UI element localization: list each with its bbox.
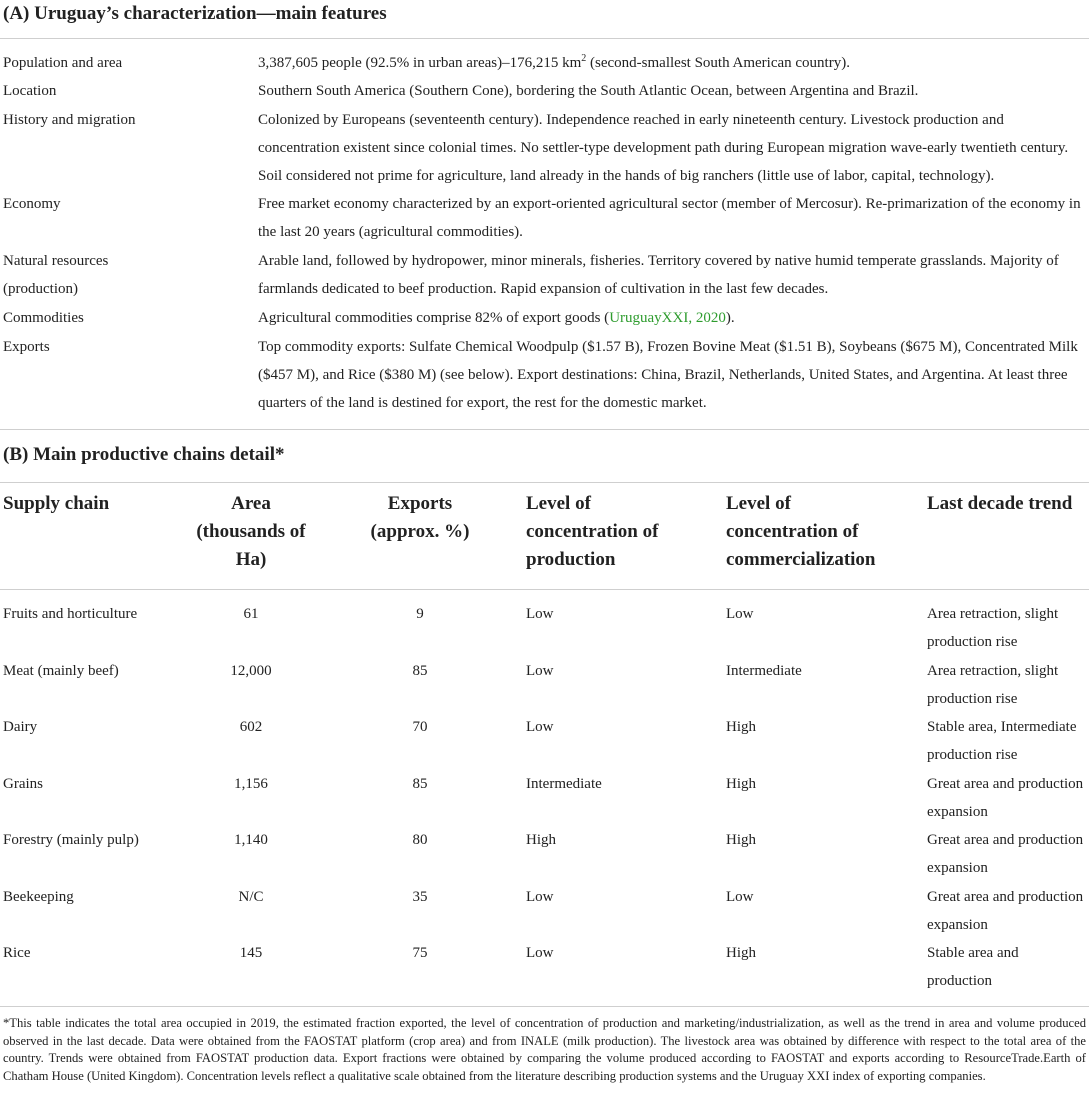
- table-footnote: *This table indicates the total area occupied in 2019, the estimated fraction exported, the level of concentration of production and marketing/industrialization, as well as the trend in area and volume produced observed in the last decade. Data were obtained from the FAOSTAT platform (crop area) and from INALE (milk production). The livestock area was obtained by difference with respect to the total area of the country. Trends were obtained from FAOSTAT production data. Export fractions were obtained by comparing the volume produced according to FAOSTAT and exports according to ResourceTrade.Earth of Chatham House (United Kingdom). Concentration levels reflect a qualitative scale obtained from the literature describing production systems and the Uruguay XXI index of exporting companies.: [3, 1016, 1086, 1083]
- cell-production: Intermediate: [526, 776, 602, 792]
- feature-value: 3,387,605 people (92.5% in urban areas)–176,215 $km^2$ (second-smallest South American country).: [258, 53, 850, 71]
- cell-area: 602: [239, 719, 263, 735]
- cell-trend: Stable area, Intermediate production rise: [927, 719, 1077, 763]
- cell-trend: Area retraction, slight production rise: [927, 606, 1059, 650]
- cell-commercialization: High: [726, 832, 756, 848]
- cell-supply-chain: Fruits and horticulture: [3, 606, 138, 622]
- cell-production: High: [526, 832, 556, 848]
- cell-exports: 85: [412, 776, 428, 792]
- cell-area: 61: [243, 606, 259, 622]
- feature-value: Free market economy characterized by an export-oriented agricultural sector (member of Mercosur). Re-primarization of the economy in the last 20 years (agricultural commodities).: [258, 196, 1081, 240]
- cell-exports: 70: [412, 719, 428, 735]
- header-supply-chain: Supply chain: [3, 493, 110, 514]
- divider: [0, 482, 1089, 483]
- cell-production: Low: [526, 719, 554, 735]
- cell-commercialization: High: [726, 719, 756, 735]
- cell-supply-chain: Rice: [3, 945, 31, 961]
- feature-label: History and migration: [3, 112, 136, 128]
- section-a-title: (A) Uruguay’s characterization—main features: [3, 3, 387, 24]
- cell-trend: Stable area and production: [927, 945, 1019, 989]
- cell-trend: Great area and production expansion: [927, 889, 1084, 933]
- feature-label: Commodities: [3, 310, 84, 326]
- feature-label: Location: [3, 83, 57, 99]
- header-exports: Exports (approx. %): [370, 493, 470, 542]
- cell-supply-chain: Grains: [3, 776, 43, 792]
- cell-commercialization: Low: [726, 889, 754, 905]
- feature-label: Exports: [3, 339, 50, 355]
- feature-value: Arable land, followed by hydropower, minor minerals, fisheries. Territory covered by native humid temperate grasslands. Majority of farmlands dedicated to beef production. Rapid expansion of cultivation in the last few decades.: [258, 253, 1059, 297]
- cell-trend: Area retraction, slight production rise: [927, 663, 1059, 707]
- cell-trend: Great area and production expansion: [927, 832, 1084, 876]
- cell-trend: Great area and production expansion: [927, 776, 1084, 820]
- cell-production: Low: [526, 945, 554, 961]
- divider: [0, 429, 1089, 430]
- divider: [0, 589, 1089, 590]
- feature-value: Southern South America (Southern Cone), bordering the South Atlantic Ocean, between Argentina and Brazil.: [258, 83, 919, 99]
- cell-production: Low: [526, 663, 554, 679]
- cell-commercialization: High: [726, 945, 756, 961]
- cell-area: 12,000: [230, 663, 272, 679]
- cell-commercialization: High: [726, 776, 756, 792]
- cell-area: 1,156: [234, 776, 268, 792]
- divider: [0, 38, 1089, 39]
- cell-exports: 75: [412, 945, 428, 961]
- cell-supply-chain: Beekeeping: [3, 889, 74, 905]
- cell-exports: 85: [412, 663, 428, 679]
- cell-production: Low: [526, 606, 554, 622]
- cell-exports: 35: [412, 889, 428, 905]
- cell-commercialization: Intermediate: [726, 663, 802, 679]
- cell-area: N/C: [238, 889, 264, 905]
- citation-link[interactable]: UruguayXXI, 2020: [609, 310, 726, 326]
- cell-production: Low: [526, 889, 554, 905]
- header-area: Area (thousands of Ha): [196, 493, 306, 570]
- feature-value: Agricultural commodities comprise 82% of export goods (UruguayXXI, 2020).: [258, 310, 735, 326]
- feature-value: Top commodity exports: Sulfate Chemical Woodpulp ($1.57 B), Frozen Bovine Meat ($1.51 B), Soybeans ($675 M), Concentrated Milk ($457 M), and Rice ($380 M) (see below). Export destinations: China, Brazil, Netherlands, United States, and Argentina. At least three quarters of the land is destined for export, the rest for the domestic market.: [258, 339, 1078, 411]
- divider: [0, 1006, 1089, 1007]
- cell-exports: 80: [412, 832, 428, 848]
- feature-label: Natural resources (production): [3, 253, 109, 297]
- feature-label: Economy: [3, 196, 61, 212]
- header-concentration-production: Level of concentration of production: [526, 493, 659, 570]
- cell-supply-chain: Meat (mainly beef): [3, 663, 119, 679]
- header-concentration-commercialization: Level of concentration of commercialization: [726, 493, 876, 570]
- header-trend: Last decade trend: [927, 493, 1073, 514]
- cell-supply-chain: Dairy: [3, 719, 38, 735]
- cell-area: 145: [239, 945, 263, 961]
- cell-area: 1,140: [234, 832, 268, 848]
- cell-supply-chain: Forestry (mainly pulp): [3, 832, 139, 848]
- cell-exports: 9: [416, 606, 424, 622]
- section-b-title: (B) Main productive chains detail*: [3, 444, 285, 465]
- feature-label: Population and area: [3, 55, 123, 71]
- feature-value: Colonized by Europeans (seventeenth century). Independence reached in early nineteenth century. Livestock production and concentration existent since colonial times. No settler-type development path during European migration wave-early twentieth century. Soil considered not prime for agriculture, land already in the hands of big ranchers (little use of labor, capital, technology).: [258, 112, 1069, 184]
- cell-commercialization: Low: [726, 606, 754, 622]
